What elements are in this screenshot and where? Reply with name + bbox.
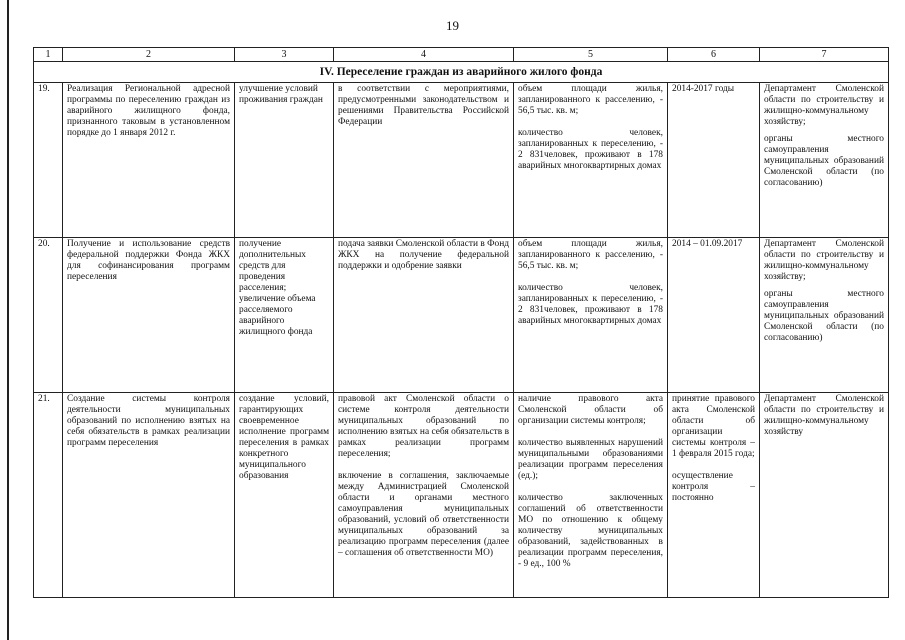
responsible-cell <box>760 83 889 238</box>
mechanism-cell: подача заявки Смоленской области в Фонд ЖКХ на получение федеральной поддержки и одобрение заявки <box>334 238 514 393</box>
indicator-cell <box>514 238 668 393</box>
responsible-cell: Департамент Смоленской области по строительству и жилищно-коммунальному хозяйству <box>760 393 889 598</box>
indicator-text: количество человек, запланированных к переселению, - 2 831человек, проживают в 178 аварийных многоквартирных домах <box>518 128 663 171</box>
header-cell-1: 1 <box>34 48 63 62</box>
measures-table <box>33 47 889 598</box>
term-cell <box>668 393 760 598</box>
header-cell-6: 6 <box>668 48 760 62</box>
responsible-text: Департамент Смоленской области по строительству и жилищно-коммунальному хозяйству; <box>764 239 884 282</box>
indicator-cell <box>514 83 668 238</box>
indicator-text: количество человек, запланированных к переселению, - 2 831человек, проживают в 178 аварийных многоквартирных домах <box>518 283 663 326</box>
activity-cell: Создание системы контроля деятельности муниципальных образований по исполнению взятых на себя обязательств в рамках реализации программ переселения <box>63 393 235 598</box>
indicator-text: объем площади жилья, запланированного к расселению, - 56,5 тыс. кв. м; <box>518 239 663 271</box>
responsible-text: органы местного самоуправления муниципальных образований Смоленской области (по согласованию) <box>764 289 884 343</box>
header-cell-7: 7 <box>760 48 889 62</box>
page-left-rule <box>7 0 9 640</box>
table-header-row <box>34 48 889 62</box>
indicator-text: количество выявленных нарушений муниципальными образованиями реализации программ переселения (ед.); <box>518 438 663 481</box>
responsible-cell <box>760 238 889 393</box>
term-cell: 2014 – 01.09.2017 <box>668 238 760 393</box>
indicator-text: наличие правового акта Смоленской области об организации системы контроля; <box>518 394 663 426</box>
table-row <box>34 83 889 238</box>
purpose-cell: создание условий, гарантирующих своевременное исполнение программ переселения в рамках конкретного муниципального образования <box>235 393 334 598</box>
purpose-cell: улучшение условий проживания граждан <box>235 83 334 238</box>
term-text: осуществление контроля – постоянно <box>672 471 755 503</box>
section-title: IV. Переселение граждан из аварийного жилого фонда <box>34 62 889 83</box>
activity-cell: Реализация Региональной адресной программы по переселению граждан из аварийного жилищного фонда, признанного таковым в установленном порядке до 1 января 2012 г. <box>63 83 235 238</box>
section-row <box>34 62 889 83</box>
page-number: 19 <box>446 18 459 33</box>
mechanism-cell: в соответствии с мероприятиями, предусмотренными законодательством и решениями Правительства Российской Федерации <box>334 83 514 238</box>
indicator-text: объем площади жилья, запланированного к расселению, - 56,5 тыс. кв. м; <box>518 84 663 116</box>
table-row <box>34 393 889 598</box>
mechanism-text: включение в соглашения, заключаемые между Администрацией Смоленской области и органами местного самоуправления муниципальных образований, условий об ответственности муниципальных образований за реализацию программ переселения (далее – соглашения об ответственности МО) <box>338 471 509 558</box>
term-text: принятие правового акта Смоленской области об организации системы контроля – 1 февраля 2015 года; <box>672 394 755 459</box>
purpose-cell: получение дополнительных средств для проведения расселения; увеличение объема расселяемого аварийного жилищного фонда <box>235 238 334 393</box>
row-number: 21. <box>34 393 63 598</box>
table-row <box>34 238 889 393</box>
row-number: 20. <box>34 238 63 393</box>
header-cell-4: 4 <box>334 48 514 62</box>
indicator-text: количество заключенных соглашений об ответственности МО по отношению к общему количеству муниципальных образований, задействованных в реализации программ переселения, - 9 ед., 100 % <box>518 493 663 569</box>
responsible-text: Департамент Смоленской области по строительству и жилищно-коммунальному хозяйству; <box>764 84 884 127</box>
header-cell-3: 3 <box>235 48 334 62</box>
responsible-text: органы местного самоуправления муниципальных образований Смоленской области (по согласованию) <box>764 134 884 188</box>
header-cell-5: 5 <box>514 48 668 62</box>
mechanism-cell <box>334 393 514 598</box>
term-cell: 2014-2017 годы <box>668 83 760 238</box>
header-cell-2: 2 <box>63 48 235 62</box>
row-number: 19. <box>34 83 63 238</box>
mechanism-text: правовой акт Смоленской области о системе контроля деятельности муниципальных образований по исполнению взятых на себя обязательств в рамках реализации программ переселения; <box>338 394 509 459</box>
indicator-cell <box>514 393 668 598</box>
activity-cell: Получение и использование средств федеральной поддержки Фонда ЖКХ для софинансирования программ переселения <box>63 238 235 393</box>
